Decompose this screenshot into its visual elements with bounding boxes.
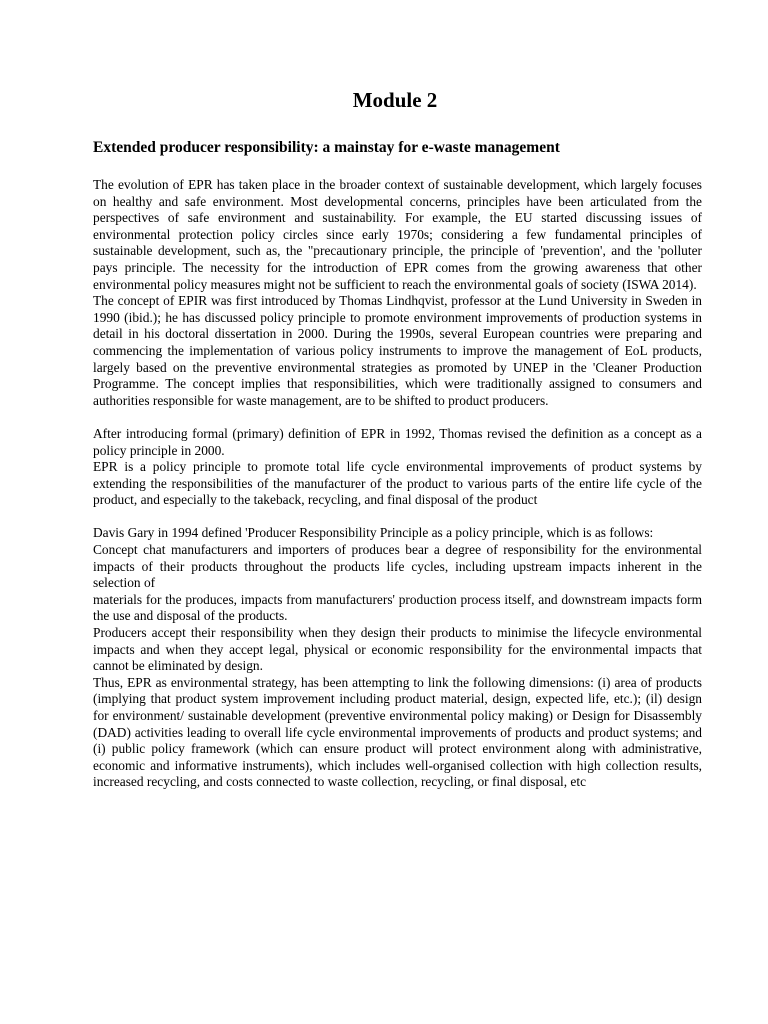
paragraph-epir-concept: The concept of EPIR was first introduced by Thomas Lindhqvist, professor at the Lund University in Sweden in 1990 (ibid.); he has discussed policy principle to promote environment improvements of production systems in detail in his doctoral dissertation in 2000. During the 1990s, several European countries were preparing and commencing the implementation of various policy instruments to improve the management of EoL products, largely based on the preventive environmental strategies as promoted by UNEP in the 'Cleaner Production Programme. The concept implies that responsibilities, which were traditionally assigned to consumers and authorities responsible for waste management, are to be shifted to product producers. [93,293,702,408]
paragraph-producers-accept: Producers accept their responsibility when they design their products to minimise the lifecycle environmental impacts and when they accept legal, physical or economic responsibility for the environmental impacts that cannot be eliminated by design. [93,625,702,674]
paragraph-epr-evolution: The evolution of EPR has taken place in the broader context of sustainable development, which largely focuses on healthy and safe environment. Most developmental concerns, principles have been articulated from the perspectives of safe environment and sustainability. For example, the EU started discussing issues of environmental protection policy circles since early 1970s; considering a few fundamental principles of sustainable development, such as, the "precautionary principle, the principle of 'prevention', and the 'polluter pays principle. The necessity for the introduction of EPR comes from the growing awareness that other environmental policy measures might not be sufficient to reach the environmental goals of society (ISWA 2014). [93,177,702,292]
section-subtitle: Extended producer responsibility: a mainstay for e-waste management [93,139,560,156]
paragraph-formal-definition: After introducing formal (primary) definition of EPR in 1992, Thomas revised the definition as a concept as a policy principle in 2000. [93,425,702,458]
paragraph-materials: materials for the produces, impacts from manufacturers' production process itself, and downstream impacts form the use and disposal of the products. [93,591,702,624]
paragraph-epr-strategy: Thus, EPR as environmental strategy, has been attempting to link the following dimensions: (i) area of products (implying that product system improvement including product material, design, expected life, etc.); (il) design for environment/ sustainable development (preventive environmental policy making) or Design for Disassembly (DAD) activities leading to overall life cycle environmental improvements of products and product systems; and (i) public policy framework (which can ensure product will protect environment along with administrative, economic and informative instruments), which includes well-organised collection with high collection results, increased recycling, and costs connected to waste collection, recycling, or final disposal, etc [93,674,702,790]
paragraph-concept-manufacturers: Concept chat manufacturers and importers of produces bear a degree of responsibility for the environmental impacts of their products throughout the products life cycles, including upstream impacts inherent in the selection of [93,542,702,591]
paragraph-davis-gary: Davis Gary in 1994 defined 'Producer Responsibility Principle as a policy principle, which is as follows: [93,525,654,541]
body-text [93,177,702,791]
paragraph-epr-definition: EPR is a policy principle to promote total life cycle environmental improvements of product systems by extending the responsibilities of the manufacturer of the product to various parts of the entire life cycle of the product, and especially to the takeback, recycling, and final disposal of the product [93,459,702,508]
page-title: Module 2 [352,88,438,112]
